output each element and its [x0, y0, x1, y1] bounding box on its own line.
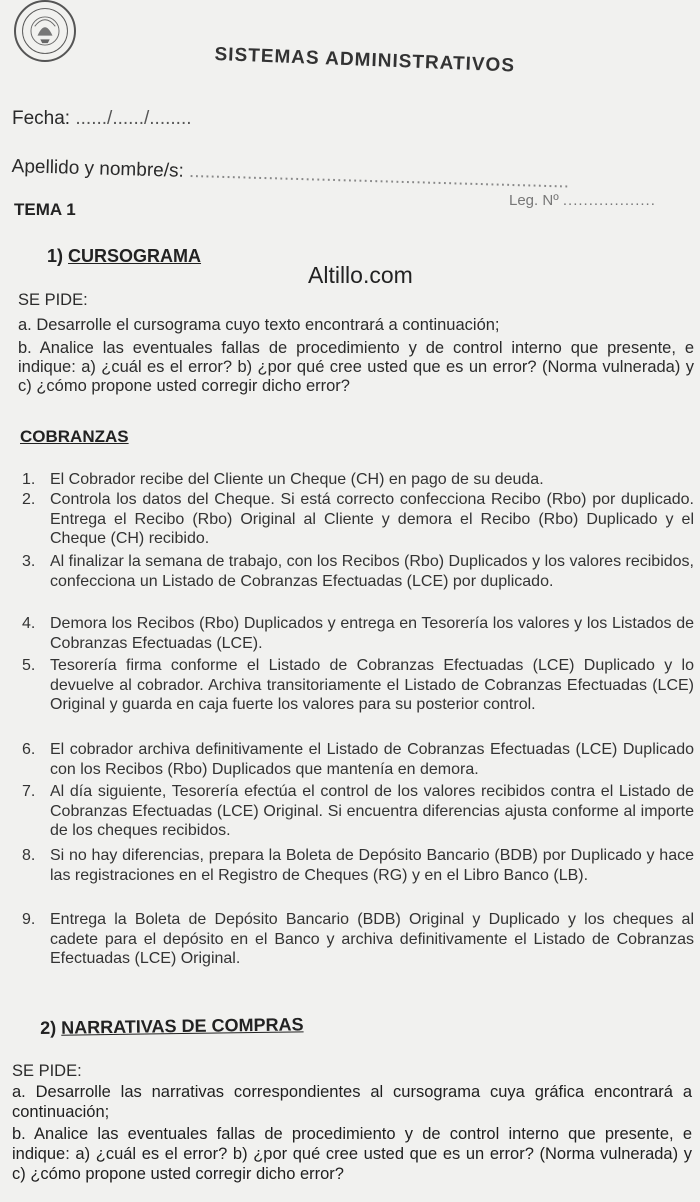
section1-heading: [47, 246, 201, 267]
section1-number: 1): [47, 246, 64, 266]
step-text: Tesorería firma conforme el Listado de Cobranzas Efectuadas (LCE) Duplicado y lo devuelve al cobrador. Archiva transitoriamente el Listado de Cobranzas Efectuadas (LCE) Original y guarda en caja fuerte los valores para su posterior control.: [50, 657, 694, 713]
step-number: 5.: [22, 657, 36, 674]
section1-item-a: a. Desarrolle el cursograma cuyo texto encontrará a continuación;: [18, 316, 500, 334]
legajo-blank: ..................: [562, 192, 656, 209]
step-text: El Cobrador recibe del Cliente un Cheque (CH) en pago de su deuda.: [50, 471, 544, 488]
section1-title: CURSOGRAMA: [68, 246, 202, 266]
fecha-label: Fecha:: [12, 108, 71, 129]
step-text: Demora los Recibos (Rbo) Duplicados y entrega en Tesorería los valores y los Listados de Cobranzas Efectuadas (LCE).: [50, 615, 694, 652]
seal-icon: [16, 2, 74, 60]
step-number: 4.: [22, 615, 36, 632]
section2-title: NARRATIVAS DE COMPRAS: [61, 1014, 304, 1038]
step-text: Al día siguiente, Tesorería efectúa el control de los valores recibidos contra el Listado de Cobranzas Efectuadas (LCE) Original. Si encuentra diferencias ajusta conforme al importe de los cheques recibidos.: [50, 783, 694, 839]
nombre-label: Apellido y nombre/s:: [11, 156, 185, 182]
tema-label: TEMA 1: [14, 200, 76, 219]
section2-se-pide: SE PIDE:: [12, 1062, 82, 1080]
nombre-line: [11, 156, 569, 194]
list-item: [22, 782, 694, 841]
step-text: Al finalizar la semana de trabajo, con los Recibos (Rbo) Duplicados y los valores recibidos, confecciona un Listado de Cobranzas Efectuadas (LCE) por duplicado.: [50, 553, 694, 590]
list-item: [22, 490, 694, 549]
list-item: [22, 656, 694, 715]
step-text: Si no hay diferencias, prepara la Boleta de Depósito Bancario (BDB) por Duplicado y hace las registraciones en el Registro de Cheques (RG) y en el Libro Banco (LB).: [50, 847, 694, 884]
step-number: 1.: [22, 471, 36, 488]
watermark: Altillo.com: [308, 262, 413, 288]
fecha-blank: ....../....../........: [75, 108, 192, 129]
step-text: Controla los datos del Cheque. Si está correcto confecciona Recibo (Rbo) por duplicado. Entrega el Recibo (Rbo) Original al Cliente y demora el Recibo (Rbo) Duplicado y el Cheque (CH) recibido.: [50, 491, 694, 547]
list-item: [22, 846, 694, 885]
fecha-line: [12, 108, 192, 130]
step-number: 3.: [22, 553, 36, 570]
step-number: 6.: [22, 741, 36, 758]
step-number: 7.: [22, 783, 36, 800]
university-seal: [14, 0, 76, 62]
legajo-label: Leg. Nº: [509, 192, 559, 209]
section2-heading: [40, 1014, 304, 1039]
section2-number: 2): [40, 1017, 57, 1038]
section2-item-b: b. Analice las eventuales fallas de procedimiento y de control interno que presente, e indique: a) ¿cuál es el error? b) ¿por qué cree usted que es un error? (Norma vulnerada) y c) ¿cómo propone usted corregir dicho error?: [12, 1125, 692, 1183]
section1-se-pide: SE PIDE:: [18, 291, 88, 309]
list-item: [22, 614, 694, 653]
nombre-blank: ........................................................................: [188, 160, 570, 193]
section2-item-a: a. Desarrolle las narrativas correspondientes al cursograma cuya gráfica encontrará a continuación;: [12, 1083, 692, 1121]
cobranzas-heading: COBRANZAS: [20, 427, 129, 446]
step-number: 8.: [22, 847, 36, 864]
step-text: El cobrador archiva definitivamente el Listado de Cobranzas Efectuadas (LCE) Duplicado con los Recibos (Rbo) Duplicados que mantenía en demora.: [50, 741, 694, 778]
section1-item-b: b. Analice las eventuales fallas de procedimiento y de control interno que presente, e indique: a) ¿cuál es el error? b) ¿por qué cree usted que es un error? (Norma vulnerada) y c) ¿cómo propone usted corregir dicho error?: [18, 339, 694, 395]
list-item: [22, 740, 694, 779]
legajo-line: [509, 192, 656, 209]
list-item: [22, 910, 694, 969]
step-number: 2.: [22, 491, 36, 508]
list-item: [22, 470, 694, 490]
step-text: Entrega la Boleta de Depósito Bancario (BDB) Original y Duplicado y los cheques al cadete para el depósito en el Banco y archiva definitivamente el Listado de Cobranzas Efectuadas (LCE) Original.: [50, 911, 694, 967]
step-number: 9.: [22, 911, 36, 928]
list-item: [22, 552, 694, 591]
document-title: SISTEMAS ADMINISTRATIVOS: [214, 44, 516, 77]
